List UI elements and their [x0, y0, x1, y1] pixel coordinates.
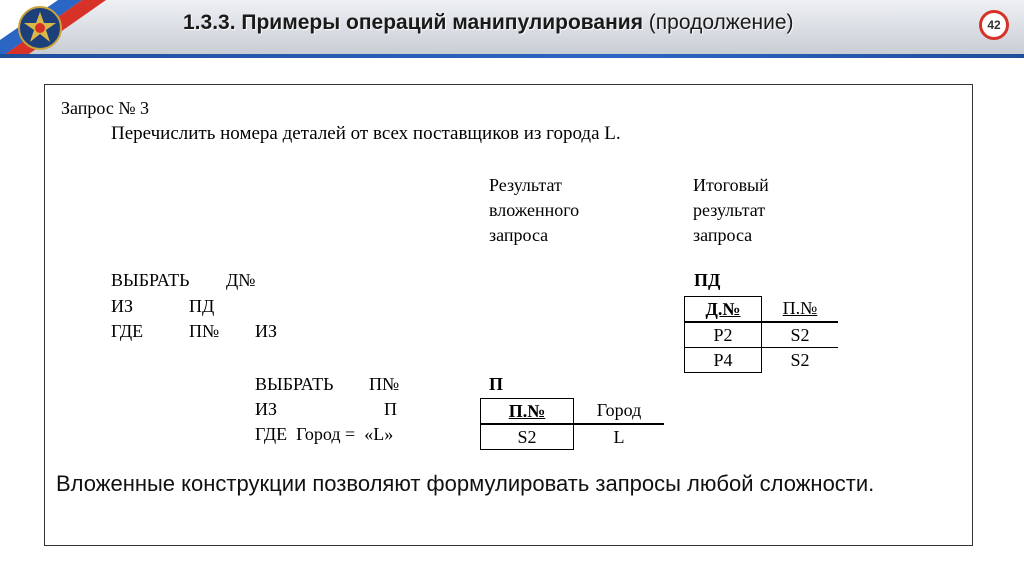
table-header-cell: П.№ [481, 399, 574, 425]
table-cell: S2 [762, 322, 839, 348]
outer-select-arg: Д№ [226, 270, 256, 290]
inner-from-keyword: ИЗ [255, 399, 278, 419]
table-cell: P4 [685, 348, 762, 373]
outer-from-arg: ПД [189, 296, 215, 316]
nested-result-caption [489, 173, 579, 248]
final-result-caption [693, 173, 769, 248]
inner-where-clause: ГДЕ Город = «L» [255, 424, 394, 444]
final-caption-line: Итоговый [693, 175, 769, 195]
nested-caption-line: запроса [489, 225, 549, 245]
final-caption-line: результат [693, 200, 766, 220]
table-header-cell: П.№ [762, 297, 839, 323]
outer-where-arg: П№ [189, 321, 220, 341]
nested-caption-line: вложенного [489, 200, 580, 220]
header-divider [0, 54, 1024, 58]
crest-emblem-icon [18, 6, 62, 50]
summary-text: Вложенные конструкции позволяют формулировать запросы любой сложности. [56, 471, 875, 496]
table-cell: P2 [685, 322, 762, 348]
title-bold: 1.3.3. Примеры операций манипулирования [183, 11, 643, 34]
final-result-table [684, 296, 838, 373]
outer-select-keyword: ВЫБРАТЬ [111, 270, 190, 290]
table-cell: S2 [790, 349, 810, 370]
query-description: Перечислить номера деталей от всех поставщиков из города L. [111, 123, 621, 144]
outer-where-operator: ИЗ [255, 321, 278, 341]
page-title [183, 11, 794, 35]
query-heading: Запрос № 3 [61, 98, 150, 118]
nested-result-table [480, 398, 664, 450]
slide-header [0, 0, 1024, 56]
nested-caption-line: Результат [489, 175, 562, 195]
table-header-cell: Д.№ [685, 297, 762, 323]
table-cell: L [613, 426, 625, 447]
page-number-badge: 42 [979, 10, 1009, 40]
inner-select-keyword: ВЫБРАТЬ [255, 374, 334, 394]
title-rest: (продолжение) [642, 11, 794, 34]
outer-where-keyword: ГДЕ [111, 321, 144, 341]
final-caption-line: запроса [693, 225, 753, 245]
table-cell: S2 [481, 424, 574, 450]
final-table-name: ПД [694, 270, 721, 290]
inner-select-arg: П№ [369, 374, 400, 394]
inner-from-arg: П [384, 399, 397, 419]
nested-table-name: П [489, 374, 504, 394]
outer-from-keyword: ИЗ [111, 296, 134, 316]
table-header-cell: Город [574, 399, 665, 425]
